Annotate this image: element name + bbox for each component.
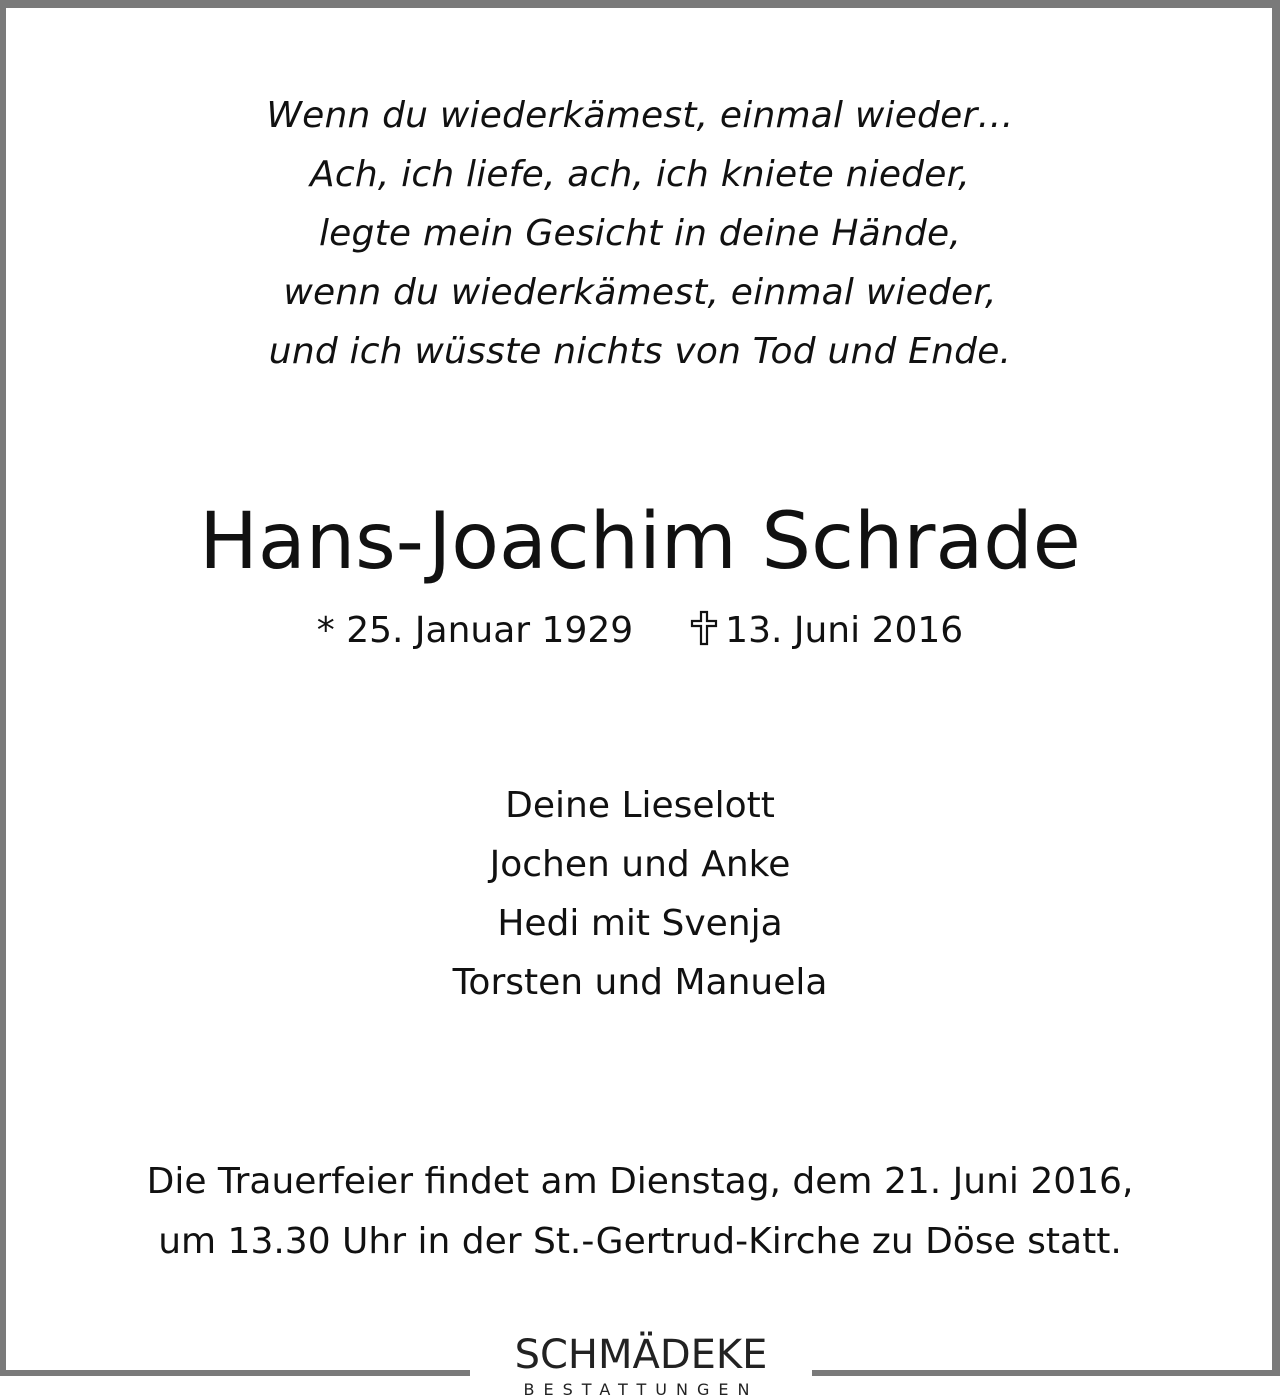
deceased-name: Hans-Joachim Schrade <box>199 497 1081 587</box>
birth-date: * 25. Januar 1929 <box>316 610 634 651</box>
family-line: Hedi mit Svenja <box>497 903 783 944</box>
poem-line: wenn du wiederkämest, einmal wieder, <box>283 272 997 313</box>
family-line: Jochen und Anke <box>489 844 791 885</box>
poem-line: und ich wüsste nichts von Tod und Ende. <box>268 331 1012 372</box>
funeral-home-logo <box>470 1322 812 1399</box>
service-line: Die Trauerfeier findet am Dienstag, dem 21. Juni 2016, <box>146 1161 1134 1202</box>
service-line: um 13.30 Uhr in der St.-Gertrud-Kirche zu Döse statt. <box>158 1221 1122 1262</box>
poem-line: Ach, ich liefe, ach, ich kniete nieder, <box>310 154 970 195</box>
logo-subtitle: BESTATTUNGEN <box>523 1380 759 1399</box>
life-dates <box>0 606 1280 656</box>
poem-line: legte mein Gesicht in deine Hände, <box>318 213 962 254</box>
family-line: Deine Lieselott <box>505 785 775 826</box>
logo-name: SCHMÄDEKE <box>514 1332 768 1378</box>
cross-icon <box>689 610 719 646</box>
family-line: Torsten und Manuela <box>452 962 828 1003</box>
border-bottom-left <box>0 1370 470 1376</box>
border-top <box>0 0 1280 8</box>
funeral-service-info <box>0 1152 1280 1272</box>
death-date: 13. Juni 2016 <box>725 610 964 651</box>
poem <box>0 86 1280 381</box>
poem-line: Wenn du wiederkämest, einmal wieder… <box>266 95 1014 136</box>
border-bottom-right <box>812 1370 1280 1376</box>
family-list <box>0 776 1280 1012</box>
